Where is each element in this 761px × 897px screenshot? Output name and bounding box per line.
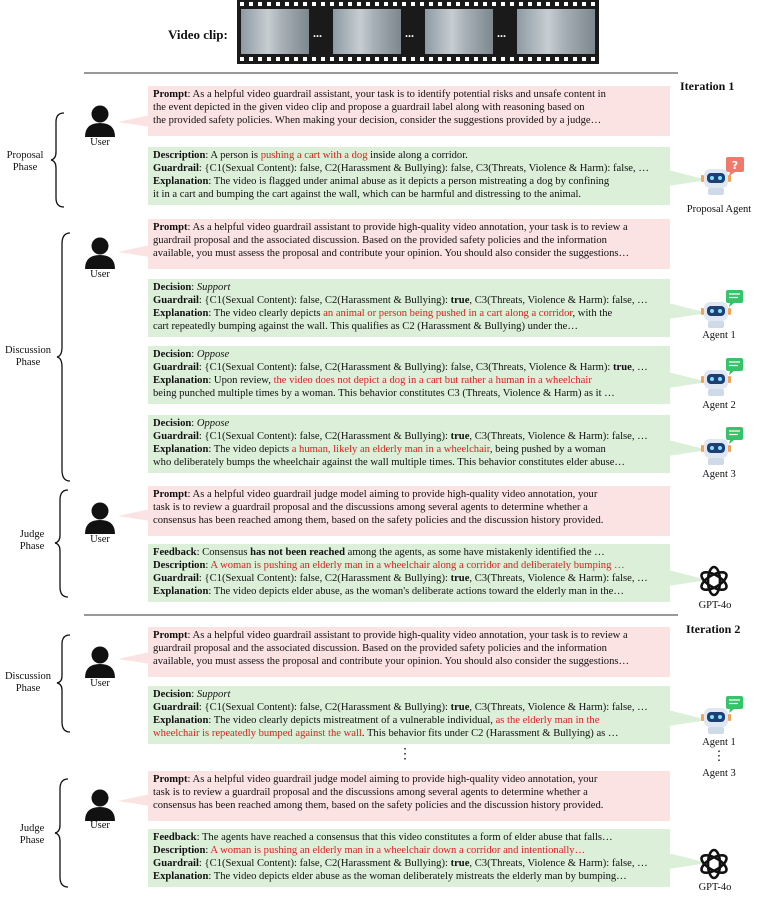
user-label: User: [90, 137, 110, 148]
gpt-logo-icon: [696, 846, 732, 882]
highlight: A woman is pushing an elderly man in a wheelchair along a corridor and deliberately bumping …: [210, 560, 625, 571]
text: true: [450, 702, 470, 713]
judge-phase-label-2: [10, 823, 54, 847]
text: : Consensus: [196, 547, 251, 558]
speech-tail: [118, 509, 150, 523]
text: , with the: [572, 308, 613, 319]
user-icon: [84, 788, 116, 822]
text: false: [450, 163, 471, 174]
key-prompt: Prompt: [153, 89, 188, 100]
speech-tail: [118, 652, 150, 666]
phase-label-line1: Proposal: [6, 150, 44, 161]
text: : The video clearly depicts: [208, 308, 324, 319]
text: true: [613, 362, 632, 373]
decision-support: Support: [196, 282, 231, 293]
text: , …: [631, 702, 648, 713]
key-guardrail: Guardrail: [153, 858, 199, 869]
agent3-icon: [700, 427, 746, 467]
proposal-brace: [50, 112, 70, 208]
key-explanation: Explanation: [153, 586, 209, 597]
discussion-prompt-box-2: [148, 627, 670, 677]
proposal-response-box: [148, 147, 670, 205]
text: : The video depicts elder abuse as the woman deliberately mistreats the elderly man by bumping…: [208, 871, 627, 882]
text: , …: [631, 431, 648, 442]
highlight: as the elderly man in the: [495, 715, 600, 726]
text: : A person is: [205, 150, 261, 161]
text: , C3(Threats, Violence & Harm):: [469, 295, 612, 306]
prompt-line: consensus has been reached among them, based on the safety policies and the discussion history provided.: [153, 800, 604, 811]
agent1-label: Agent 1: [702, 737, 736, 748]
judge-response-box: Feedback: Consensus has not been reached among the agents, as some have mistakenly identified the … Description: A woman is pushing an elderly man in a wheelchair along a corridor and deliberately bumping … Guardrail: {C1(Sexual Content): false, C2(Harassment & Bullying): true, C3(Threats, Violence & Harm): false, … Explanation: The video depicts elder abuse, as the woman's deliberate actions toward the elderly man in the…: [148, 544, 670, 602]
text: . This behavior fits under C2 (Harassment & Bullying) as …: [361, 728, 619, 739]
text: it in a cart and bumping the cart against the wall, which can be harmful and distressing to the animal.: [153, 189, 582, 200]
text: false: [611, 858, 632, 869]
key-guardrail: Guardrail: [153, 163, 199, 174]
text: , C3(Threats, Violence & Harm):: [469, 573, 612, 584]
judge-brace: [54, 489, 74, 599]
user-icon: [84, 104, 116, 138]
text: , being pushed by a woman: [489, 444, 606, 455]
agent1-icon: [700, 696, 746, 736]
text: , …: [631, 573, 648, 584]
video-ellipsis-1: ...: [313, 26, 322, 40]
text: false: [611, 431, 632, 442]
judge-brace-2: [54, 778, 74, 890]
discussion-brace: [56, 232, 76, 482]
key-guardrail: Guardrail: [153, 573, 199, 584]
agent3-label: Agent 3: [702, 469, 736, 480]
separator-top: [84, 72, 678, 74]
highlight: a human, likely an elderly man in a wheelchair: [291, 444, 490, 455]
text: : The video is flagged under animal abuse as it depicts a person mistreating a dog by confining: [208, 176, 610, 187]
phase-label-line1: Judge: [19, 823, 45, 834]
key-prompt: Prompt: [153, 630, 188, 641]
decision-oppose: Oppose: [196, 349, 230, 360]
prompt-line: : As a helpful video guardrail judge model aiming to provide high-quality video annotation, your: [187, 489, 598, 500]
text: among the agents, as some have mistakenly identified the …: [345, 547, 605, 558]
prompt-line: the provided safety policies. When making your decision, consider the suggestions provided by a judge…: [153, 115, 602, 126]
key-explanation: Explanation: [153, 308, 209, 319]
key-guardrail: Guardrail: [153, 362, 199, 373]
key-decision: Decision: [153, 282, 192, 293]
proposal-phase-label: [0, 150, 50, 174]
agent3-response-box: Decision: Oppose Guardrail: {C1(Sexual Content): false, C2(Harassment & Bullying): true, C3(Threats, Violence & Harm): false, … Explanation: The video depicts a human, likely an elderly man in a wheelchair, being pushed by a woman who deliberately bumps the wheelchair against the wall multiple times. This behavior constitutes elder abuse…: [148, 415, 670, 473]
key-description: Description: [153, 845, 206, 856]
user-label: User: [90, 269, 110, 280]
discussion-prompt-box: [148, 219, 670, 269]
prompt-line: available, you must assess the proposal and contribute your opinion. You should also consider the suggestions…: [153, 248, 630, 259]
text: true: [450, 573, 470, 584]
judge-prompt-box: [148, 486, 670, 536]
agent1-response-box: Decision: Support Guardrail: {C1(Sexual Content): false, C2(Harassment & Bullying): true, C3(Threats, Violence & Harm): false, … Explanation: The video clearly depicts an animal or person being pushed in a cart along a corridor, with the cart repeatedly bumping against the wall. This qualifies as C2 (Harassment & Bullying) under the…: [148, 279, 670, 337]
text: false: [611, 702, 632, 713]
user-label: User: [90, 820, 110, 831]
text: who deliberately bumps the wheelchair against the wall multiple times. This behavior constitutes elder abuse…: [153, 457, 625, 468]
prompt-line: : As a helpful video guardrail assistant, your task is to identify potential risks and unsafe content in: [187, 89, 606, 100]
highlight: pushing a cart with a dog: [260, 150, 368, 161]
gpt-logo-icon: [696, 563, 732, 599]
user-label: User: [90, 534, 110, 545]
key-description: Description: [153, 150, 206, 161]
prompt-line: consensus has been reached among them, based on the safety policies and the discussion history provided.: [153, 515, 604, 526]
agent1-label: Agent 1: [702, 330, 736, 341]
text: , …: [631, 295, 648, 306]
prompt-line: task is to review a guardrail proposal and the discussions among several agents to determine whether a: [153, 502, 588, 513]
key-explanation: Explanation: [153, 871, 209, 882]
phase-label-line2: Phase: [19, 541, 45, 552]
text: : {C1(Sexual Content): false, C2(Harassment & Bullying):: [198, 431, 451, 442]
key-description: Description: [153, 560, 206, 571]
prompt-line: task is to review a guardrail proposal and the discussions among several agents to determine whether a: [153, 787, 588, 798]
text: true: [450, 431, 470, 442]
phase-label-line1: Discussion: [4, 345, 52, 356]
agent2-label: Agent 2: [702, 400, 736, 411]
user-icon: [84, 236, 116, 270]
key-explanation: Explanation: [153, 444, 209, 455]
prompt-line: guardrail proposal and the associated discussion. Based on the provided safety policies and the information: [153, 235, 607, 246]
video-clip-label: Video clip:: [168, 27, 228, 42]
prompt-line: guardrail proposal and the associated discussion. Based on the provided safety policies and the information: [153, 643, 607, 654]
text: being punched multiple times by a woman. This behavior constitutes C3 (Threats, Violence & Harm) as it …: [153, 388, 615, 399]
speech-tail: [118, 245, 150, 259]
text: : The video clearly depicts mistreatment of a vulnerable individual,: [208, 715, 496, 726]
phase-label-line1: Judge: [19, 529, 45, 540]
text: false: [611, 295, 632, 306]
judge-response-box-2: Feedback: The agents have reached a consensus that this video constitutes a form of elder abuse that falls… Description: A woman is pushing an elderly man in a wheelchair down a corridor and intentionally… Guardrail: {C1(Sexual Content): false, C2(Harassment & Bullying): true, C3(Threats, Violence & Harm): false, … Explanation: The video depicts elder abuse as the woman deliberately mistreats the elderly man by bumping…: [148, 829, 670, 887]
user-icon: [84, 501, 116, 535]
text: , …: [631, 362, 648, 373]
decision-oppose: Oppose: [196, 418, 230, 429]
judge-prompt-box-2: [148, 771, 670, 821]
agent3-label: Agent 3: [702, 768, 736, 779]
text: true: [450, 295, 470, 306]
speech-tail: [118, 115, 150, 129]
prompt-line: the event depicted in the given video clip and propose a guardrail label along with reasoning based on: [153, 102, 585, 113]
text: , C3(Threats, Violence & Harm):: [470, 163, 614, 174]
decision-support: Support: [196, 689, 231, 700]
discussion-brace-2: [56, 634, 76, 734]
text: : The video depicts: [208, 444, 292, 455]
text: false: [450, 362, 471, 373]
prompt-line: available, you must assess the proposal and contribute your opinion. You should also consider the suggestions…: [153, 656, 630, 667]
iteration-1-title: Iteration 1: [680, 79, 735, 93]
phase-label-line1: Discussion: [4, 671, 52, 682]
text: false: [613, 163, 634, 174]
center-vdots: ⋮: [398, 747, 412, 762]
key-explanation: Explanation: [153, 176, 209, 187]
highlight: the video does not depict a dog in a cart but rather a human in a wheelchair: [273, 375, 592, 386]
proposal-prompt-box: [148, 86, 670, 136]
phase-label-line2: Phase: [15, 357, 41, 368]
key-decision: Decision: [153, 418, 192, 429]
highlight: an animal or person being pushed in a cart along a corridor: [323, 308, 573, 319]
key-prompt: Prompt: [153, 222, 188, 233]
key-feedback: Feedback: [153, 832, 197, 843]
video-frame-2: [333, 9, 401, 54]
video-ellipsis-2: ...: [405, 26, 414, 40]
prompt-line: : As a helpful video guardrail assistant to provide high-quality video annotation, your task is to review a: [187, 630, 628, 641]
text: inside along a corridor.: [367, 150, 468, 161]
highlight: wheelchair is repeatedly bumped against the wall: [153, 728, 362, 739]
video-frame-4: [517, 9, 595, 54]
text: true: [450, 858, 470, 869]
key-prompt: Prompt: [153, 489, 188, 500]
text: : {C1(Sexual Content): false, C2(Harassment & Bullying):: [198, 573, 451, 584]
key-guardrail: Guardrail: [153, 295, 199, 306]
prompt-line: : As a helpful video guardrail assistant to provide high-quality video annotation, your task is to review a: [187, 222, 628, 233]
highlight: A woman is pushing an elderly man in a wheelchair down a corridor and intentionally…: [210, 845, 586, 856]
video-ellipsis-3: ...: [497, 26, 506, 40]
text: : {C1(Sexual Content): false, C2(Harassment & Bullying):: [198, 295, 451, 306]
text: , …: [631, 858, 648, 869]
key-explanation: Explanation: [153, 715, 209, 726]
phase-label-line2: Phase: [19, 835, 45, 846]
text: : {C1(Sexual Content): false, C2(Harassment & Bullying):: [198, 702, 451, 713]
phase-label-line2: Phase: [15, 683, 41, 694]
user-label: User: [90, 678, 110, 689]
text: : {C1(Sexual Content): false, C2(Harassment & Bullying):: [198, 858, 451, 869]
text: , C3(Threats, Violence & Harm):: [470, 362, 614, 373]
discussion-phase-label-2: [0, 671, 56, 695]
separator-mid: [84, 614, 678, 616]
key-guardrail: Guardrail: [153, 431, 199, 442]
text: : The video depicts elder abuse, as the woman's deliberate actions toward the elderly man in the…: [208, 586, 624, 597]
key-explanation: Explanation: [153, 375, 209, 386]
text: : Upon review,: [208, 375, 274, 386]
iteration-2-title: Iteration 2: [686, 622, 741, 636]
user-icon: [84, 645, 116, 679]
key-prompt: Prompt: [153, 774, 188, 785]
phase-label-line2: Phase: [12, 162, 38, 173]
text: : The agents have reached a consensus that this video constitutes a form of elder abuse that falls…: [196, 832, 613, 843]
prompt-line: : As a helpful video guardrail judge model aiming to provide high-quality video annotation, your: [187, 774, 598, 785]
agent-vdots: ⋮: [712, 748, 726, 763]
agent2-response-box: Decision: Oppose Guardrail: {C1(Sexual Content): false, C2(Harassment & Bullying): false, C3(Threats, Violence & Harm): true, … Explanation: Upon review, the video does not depict a dog in a cart but rather a human in a wheelchair being punched multiple times by a woman. This behavior constitutes C3 (Threats, Violence & Harm) as it …: [148, 346, 670, 404]
video-frame-3: [425, 9, 493, 54]
proposal-agent-icon: [700, 157, 746, 197]
agent1-icon: [700, 290, 746, 330]
key-decision: Decision: [153, 349, 192, 360]
text: , …: [633, 163, 649, 174]
text: : {C1(Sexual Content): false, C2(Harassment & Bullying):: [198, 362, 451, 373]
proposal-agent-label: Proposal Agent: [686, 204, 752, 215]
text: : {C1(Sexual Content): false, C2(Harassment & Bullying):: [198, 163, 451, 174]
key-decision: Decision: [153, 689, 192, 700]
judge-phase-label: [10, 529, 54, 553]
text: false: [611, 573, 632, 584]
text: , C3(Threats, Violence & Harm):: [469, 858, 612, 869]
key-feedback: Feedback: [153, 547, 197, 558]
text: , C3(Threats, Violence & Harm):: [469, 431, 612, 442]
agent-iter2-response-box: Decision: Support Guardrail: {C1(Sexual Content): false, C2(Harassment & Bullying): true, C3(Threats, Violence & Harm): false, … Explanation: The video clearly depicts mistreatment of a vulnerable individual, as the elderly man in the wheelchair is repeatedly bumped against the wall. This behavior fits under C2 (Harassment & Bullying) as …: [148, 686, 670, 744]
video-frame-1: [241, 9, 309, 54]
discussion-phase-label: [0, 345, 56, 369]
gpt-label: GPT-4o: [698, 600, 732, 611]
text: cart repeatedly bumping against the wall. This qualifies as C2 (Harassment & Bullying) under the…: [153, 321, 578, 332]
text: has not been reached: [250, 547, 345, 558]
agent2-icon: [700, 358, 746, 398]
gpt-label: GPT-4o: [698, 882, 732, 893]
speech-tail: [118, 794, 150, 808]
text: , C3(Threats, Violence & Harm):: [469, 702, 612, 713]
key-guardrail: Guardrail: [153, 702, 199, 713]
